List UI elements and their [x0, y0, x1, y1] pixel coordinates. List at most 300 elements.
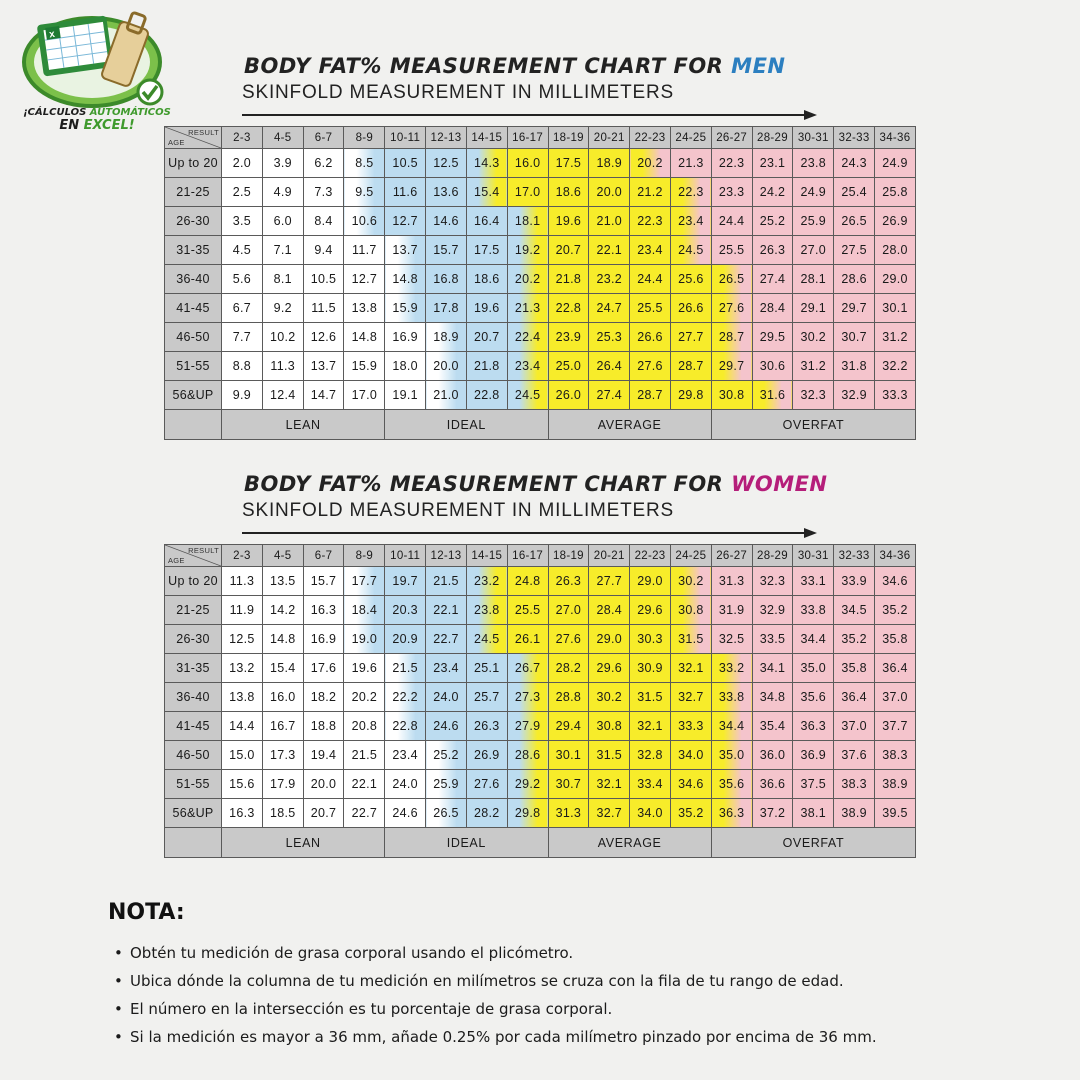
body-fat-cell: 22.1: [344, 770, 385, 799]
body-fat-cell: 21.0: [589, 207, 630, 236]
body-fat-cell: 9.5: [344, 178, 385, 207]
body-fat-cell: 19.0: [344, 625, 385, 654]
body-fat-cell: 35.4: [752, 712, 793, 741]
body-fat-cell: 25.9: [426, 770, 467, 799]
body-fat-cell: 24.2: [752, 178, 793, 207]
body-fat-cell: 15.4: [466, 178, 507, 207]
body-fat-cell: 20.8: [344, 712, 385, 741]
body-fat-cell: 23.4: [670, 207, 711, 236]
body-fat-cell: 27.6: [711, 294, 752, 323]
body-fat-cell: 33.8: [711, 683, 752, 712]
body-fat-cell: 35.2: [875, 596, 916, 625]
zone-label-average: AVERAGE: [548, 410, 711, 440]
body-fat-cell: 32.5: [711, 625, 752, 654]
column-header: 6-7: [303, 127, 344, 149]
body-fat-cell: 21.5: [344, 741, 385, 770]
body-fat-cell: 33.1: [793, 567, 834, 596]
body-fat-cell: 22.3: [630, 207, 671, 236]
body-fat-cell: 38.1: [793, 799, 834, 828]
body-fat-cell: 32.2: [875, 352, 916, 381]
body-fat-cell: 33.4: [630, 770, 671, 799]
logo-graphic-icon: [18, 6, 178, 110]
nota-item: • Ubica dónde la columna de tu medición en milímetros se cruza con la fila de tu rango de edad.: [114, 972, 844, 990]
body-fat-cell: 31.5: [630, 683, 671, 712]
column-header: 12-13: [426, 127, 467, 149]
body-fat-cell: 26.5: [711, 265, 752, 294]
body-fat-cell: 20.0: [589, 178, 630, 207]
body-fat-cell: 25.2: [426, 741, 467, 770]
nota-item: • El número en la intersección es tu porcentaje de grasa corporal.: [114, 1000, 613, 1018]
body-fat-cell: 16.9: [385, 323, 426, 352]
body-fat-cell: 23.8: [466, 596, 507, 625]
body-fat-cell: 30.2: [670, 567, 711, 596]
body-fat-cell: 31.6: [752, 381, 793, 410]
body-fat-cell: 23.2: [589, 265, 630, 294]
body-fat-cell: 27.3: [507, 683, 548, 712]
svg-text:x: x: [48, 28, 56, 41]
body-fat-cell: 29.8: [507, 799, 548, 828]
age-label: 31-35: [165, 654, 222, 683]
men-chart-title: BODY FAT% MEASUREMENT CHART FOR MEN: [244, 54, 786, 78]
body-fat-cell: 17.7: [344, 567, 385, 596]
body-fat-cell: 28.4: [752, 294, 793, 323]
age-label: 36-40: [165, 265, 222, 294]
body-fat-cell: 7.3: [303, 178, 344, 207]
table-row: [165, 683, 916, 712]
body-fat-cell: 29.5: [752, 323, 793, 352]
body-fat-cell: 17.0: [344, 381, 385, 410]
body-fat-cell: 22.4: [507, 323, 548, 352]
body-fat-cell: 28.8: [548, 683, 589, 712]
body-fat-cell: 30.1: [875, 294, 916, 323]
body-fat-cell: 16.8: [426, 265, 467, 294]
body-fat-cell: 32.1: [589, 770, 630, 799]
body-fat-cell: 11.7: [344, 236, 385, 265]
zone-legend-row: [165, 828, 916, 858]
body-fat-cell: 36.3: [793, 712, 834, 741]
body-fat-cell: 33.5: [752, 625, 793, 654]
right-arrow-icon: [242, 526, 818, 540]
body-fat-cell: 16.9: [303, 625, 344, 654]
body-fat-cell: 15.9: [344, 352, 385, 381]
body-fat-cell: 20.2: [630, 149, 671, 178]
body-fat-cell: 11.6: [385, 178, 426, 207]
body-fat-cell: 26.7: [507, 654, 548, 683]
body-fat-cell: 20.2: [344, 683, 385, 712]
body-fat-cell: 30.7: [548, 770, 589, 799]
women-body-fat-table: [164, 544, 916, 858]
body-fat-cell: 18.1: [507, 207, 548, 236]
age-label: Up to 20: [165, 567, 222, 596]
body-fat-cell: 35.8: [834, 654, 875, 683]
body-fat-cell: 12.7: [385, 207, 426, 236]
body-fat-cell: 29.6: [589, 654, 630, 683]
zone-label-lean: LEAN: [222, 410, 385, 440]
body-fat-cell: 17.5: [548, 149, 589, 178]
body-fat-cell: 26.1: [507, 625, 548, 654]
body-fat-cell: 16.4: [466, 207, 507, 236]
body-fat-cell: 19.1: [385, 381, 426, 410]
corner-header: RESULT AGE: [165, 545, 222, 567]
column-header: 34-36: [875, 545, 916, 567]
body-fat-cell: 16.7: [262, 712, 303, 741]
body-fat-cell: 17.3: [262, 741, 303, 770]
body-fat-cell: 26.3: [548, 567, 589, 596]
body-fat-cell: 24.4: [630, 265, 671, 294]
body-fat-cell: 26.3: [752, 236, 793, 265]
body-fat-cell: 24.7: [589, 294, 630, 323]
body-fat-cell: 23.3: [711, 178, 752, 207]
body-fat-cell: 21.3: [670, 149, 711, 178]
body-fat-cell: 23.4: [426, 654, 467, 683]
body-fat-cell: 29.8: [670, 381, 711, 410]
table-row: [165, 654, 916, 683]
body-fat-cell: 24.0: [426, 683, 467, 712]
body-fat-cell: 14.6: [426, 207, 467, 236]
body-fat-cell: 15.7: [303, 567, 344, 596]
body-fat-cell: 29.4: [548, 712, 589, 741]
body-fat-cell: 27.9: [507, 712, 548, 741]
body-fat-cell: 37.7: [875, 712, 916, 741]
body-fat-cell: 29.0: [630, 567, 671, 596]
body-fat-cell: 18.6: [548, 178, 589, 207]
body-fat-cell: 27.6: [466, 770, 507, 799]
body-fat-cell: 18.4: [344, 596, 385, 625]
body-fat-cell: 26.9: [875, 207, 916, 236]
column-header: 30-31: [793, 545, 834, 567]
body-fat-cell: 18.0: [385, 352, 426, 381]
body-fat-cell: 25.3: [589, 323, 630, 352]
table-row: [165, 799, 916, 828]
body-fat-cell: 34.6: [875, 567, 916, 596]
body-fat-cell: 6.2: [303, 149, 344, 178]
table-row: [165, 352, 916, 381]
body-fat-cell: 33.8: [793, 596, 834, 625]
body-fat-cell: 3.9: [262, 149, 303, 178]
body-fat-cell: 25.5: [711, 236, 752, 265]
body-fat-cell: 30.1: [548, 741, 589, 770]
body-fat-cell: 24.5: [507, 381, 548, 410]
body-fat-cell: 26.4: [589, 352, 630, 381]
column-header: 2-3: [222, 545, 263, 567]
column-header: 10-11: [385, 545, 426, 567]
body-fat-cell: 15.9: [385, 294, 426, 323]
body-fat-cell: 28.6: [507, 741, 548, 770]
body-fat-cell: 11.3: [222, 567, 263, 596]
column-header: 34-36: [875, 127, 916, 149]
body-fat-cell: 6.7: [222, 294, 263, 323]
body-fat-cell: 34.5: [834, 596, 875, 625]
body-fat-cell: 22.1: [426, 596, 467, 625]
body-fat-cell: 22.8: [548, 294, 589, 323]
body-fat-cell: 34.0: [670, 741, 711, 770]
column-header: 14-15: [466, 545, 507, 567]
body-fat-cell: 25.0: [548, 352, 589, 381]
column-header: 4-5: [262, 545, 303, 567]
body-fat-cell: 5.6: [222, 265, 263, 294]
body-fat-cell: 31.9: [711, 596, 752, 625]
body-fat-cell: 7.7: [222, 323, 263, 352]
body-fat-cell: 16.0: [262, 683, 303, 712]
body-fat-cell: 32.9: [834, 381, 875, 410]
body-fat-cell: 11.5: [303, 294, 344, 323]
age-label: 36-40: [165, 683, 222, 712]
body-fat-cell: 37.0: [834, 712, 875, 741]
body-fat-cell: 25.1: [466, 654, 507, 683]
body-fat-cell: 22.1: [589, 236, 630, 265]
body-fat-cell: 22.3: [711, 149, 752, 178]
body-fat-cell: 30.2: [589, 683, 630, 712]
age-label: Up to 20: [165, 149, 222, 178]
body-fat-cell: 30.7: [834, 323, 875, 352]
body-fat-cell: 22.7: [344, 799, 385, 828]
body-fat-cell: 26.5: [426, 799, 467, 828]
body-fat-cell: 13.5: [262, 567, 303, 596]
body-fat-cell: 21.8: [548, 265, 589, 294]
body-fat-cell: 21.5: [426, 567, 467, 596]
body-fat-cell: 14.7: [303, 381, 344, 410]
corner-header: RESULT AGE: [165, 127, 222, 149]
body-fat-cell: 19.6: [548, 207, 589, 236]
body-fat-cell: 30.8: [670, 596, 711, 625]
body-fat-cell: 20.9: [385, 625, 426, 654]
body-fat-cell: 27.5: [834, 236, 875, 265]
age-label: 51-55: [165, 770, 222, 799]
body-fat-cell: 37.2: [752, 799, 793, 828]
table-row: [165, 323, 916, 352]
body-fat-cell: 33.9: [834, 567, 875, 596]
body-fat-cell: 25.7: [466, 683, 507, 712]
body-fat-cell: 14.8: [385, 265, 426, 294]
body-fat-cell: 39.5: [875, 799, 916, 828]
body-fat-cell: 25.8: [875, 178, 916, 207]
body-fat-cell: 24.9: [875, 149, 916, 178]
body-fat-cell: 15.7: [426, 236, 467, 265]
column-header: 26-27: [711, 127, 752, 149]
body-fat-cell: 3.5: [222, 207, 263, 236]
body-fat-cell: 19.6: [466, 294, 507, 323]
body-fat-cell: 20.7: [466, 323, 507, 352]
body-fat-cell: 12.5: [426, 149, 467, 178]
body-fat-cell: 27.0: [548, 596, 589, 625]
body-fat-cell: 31.2: [793, 352, 834, 381]
body-fat-cell: 26.5: [834, 207, 875, 236]
body-fat-cell: 17.0: [507, 178, 548, 207]
body-fat-cell: 33.2: [711, 654, 752, 683]
body-fat-cell: 24.6: [426, 712, 467, 741]
body-fat-cell: 11.3: [262, 352, 303, 381]
age-label: 21-25: [165, 596, 222, 625]
body-fat-cell: 28.2: [466, 799, 507, 828]
body-fat-cell: 30.9: [630, 654, 671, 683]
body-fat-cell: 17.6: [303, 654, 344, 683]
column-header: 8-9: [344, 127, 385, 149]
body-fat-cell: 19.6: [344, 654, 385, 683]
body-fat-cell: 14.8: [344, 323, 385, 352]
body-fat-cell: 21.2: [630, 178, 671, 207]
body-fat-cell: 27.6: [548, 625, 589, 654]
body-fat-cell: 32.3: [793, 381, 834, 410]
body-fat-cell: 13.2: [222, 654, 263, 683]
body-fat-cell: 11.9: [222, 596, 263, 625]
body-fat-cell: 27.0: [793, 236, 834, 265]
body-fat-cell: 14.3: [466, 149, 507, 178]
body-fat-cell: 35.0: [793, 654, 834, 683]
body-fat-cell: 18.8: [303, 712, 344, 741]
body-fat-cell: 29.2: [507, 770, 548, 799]
body-fat-cell: 32.1: [630, 712, 671, 741]
column-header: 26-27: [711, 545, 752, 567]
body-fat-cell: 8.4: [303, 207, 344, 236]
body-fat-cell: 20.7: [303, 799, 344, 828]
zone-label-ideal: IDEAL: [385, 410, 548, 440]
body-fat-cell: 8.5: [344, 149, 385, 178]
body-fat-cell: 38.3: [834, 770, 875, 799]
column-header: 18-19: [548, 127, 589, 149]
body-fat-cell: 27.7: [589, 567, 630, 596]
women-chart-subtitle: SKINFOLD MEASUREMENT IN MILLIMETERS: [242, 500, 674, 521]
body-fat-cell: 19.4: [303, 741, 344, 770]
zone-legend-row: [165, 410, 916, 440]
body-fat-cell: 28.7: [711, 323, 752, 352]
body-fat-cell: 4.5: [222, 236, 263, 265]
men-chart-section: [164, 54, 916, 464]
nota-section: [108, 900, 1008, 1051]
zone-label-average: AVERAGE: [548, 828, 711, 858]
body-fat-cell: 13.7: [303, 352, 344, 381]
body-fat-cell: 21.3: [507, 294, 548, 323]
body-fat-cell: 12.7: [344, 265, 385, 294]
column-header: 20-21: [589, 545, 630, 567]
body-fat-cell: 29.0: [589, 625, 630, 654]
body-fat-cell: 34.8: [752, 683, 793, 712]
women-chart-section: [164, 472, 916, 882]
body-fat-cell: 10.5: [385, 149, 426, 178]
age-label: 56&UP: [165, 381, 222, 410]
body-fat-cell: 21.0: [426, 381, 467, 410]
age-label: 41-45: [165, 712, 222, 741]
zone-label-lean: LEAN: [222, 828, 385, 858]
body-fat-cell: 19.7: [385, 567, 426, 596]
body-fat-cell: 13.8: [344, 294, 385, 323]
table-row: [165, 178, 916, 207]
column-header: 8-9: [344, 545, 385, 567]
body-fat-cell: 24.4: [711, 207, 752, 236]
table-row: [165, 236, 916, 265]
body-fat-cell: 27.7: [670, 323, 711, 352]
zone-label-overfat: OVERFAT: [711, 410, 915, 440]
body-fat-cell: 29.7: [711, 352, 752, 381]
body-fat-cell: 35.6: [711, 770, 752, 799]
nota-heading: NOTA:: [108, 900, 185, 925]
body-fat-cell: 22.2: [385, 683, 426, 712]
column-header: 32-33: [834, 127, 875, 149]
body-fat-cell: 13.6: [426, 178, 467, 207]
body-fat-cell: 15.6: [222, 770, 263, 799]
column-header: 4-5: [262, 127, 303, 149]
column-header: 28-29: [752, 127, 793, 149]
body-fat-cell: 19.2: [507, 236, 548, 265]
table-row: [165, 567, 916, 596]
body-fat-cell: 18.6: [466, 265, 507, 294]
body-fat-cell: 20.2: [507, 265, 548, 294]
body-fat-cell: 36.9: [793, 741, 834, 770]
age-label: 26-30: [165, 625, 222, 654]
body-fat-cell: 30.8: [711, 381, 752, 410]
body-fat-cell: 26.0: [548, 381, 589, 410]
body-fat-cell: 23.9: [548, 323, 589, 352]
logo-caption: ¡CÁLCULOS AUTOMÁTICOS EN EXCEL!: [23, 107, 171, 133]
body-fat-cell: 20.0: [426, 352, 467, 381]
body-fat-cell: 24.9: [793, 178, 834, 207]
table-row: [165, 265, 916, 294]
body-fat-cell: 28.7: [670, 352, 711, 381]
body-fat-cell: 37.6: [834, 741, 875, 770]
body-fat-cell: 14.8: [262, 625, 303, 654]
body-fat-cell: 36.6: [752, 770, 793, 799]
body-fat-cell: 38.3: [875, 741, 916, 770]
body-fat-cell: 35.2: [834, 625, 875, 654]
men-chart-subtitle: SKINFOLD MEASUREMENT IN MILLIMETERS: [242, 82, 674, 103]
table-row: [165, 741, 916, 770]
body-fat-cell: 32.9: [752, 596, 793, 625]
body-fat-cell: 22.8: [466, 381, 507, 410]
body-fat-cell: 32.8: [630, 741, 671, 770]
body-fat-cell: 16.0: [507, 149, 548, 178]
table-row: [165, 381, 916, 410]
column-header: 18-19: [548, 545, 589, 567]
column-header: 24-25: [670, 127, 711, 149]
body-fat-cell: 30.2: [793, 323, 834, 352]
column-header: 22-23: [630, 127, 671, 149]
body-fat-cell: 21.8: [466, 352, 507, 381]
body-fat-cell: 8.8: [222, 352, 263, 381]
body-fat-cell: 22.3: [670, 178, 711, 207]
body-fat-cell: 32.3: [752, 567, 793, 596]
body-fat-cell: 28.1: [793, 265, 834, 294]
body-fat-cell: 34.6: [670, 770, 711, 799]
body-fat-cell: 31.8: [834, 352, 875, 381]
body-fat-cell: 36.0: [752, 741, 793, 770]
body-fat-cell: 6.0: [262, 207, 303, 236]
body-fat-cell: 28.7: [630, 381, 671, 410]
body-fat-cell: 27.6: [630, 352, 671, 381]
body-fat-cell: 33.3: [875, 381, 916, 410]
body-fat-cell: 30.8: [589, 712, 630, 741]
body-fat-cell: 33.3: [670, 712, 711, 741]
body-fat-cell: 35.2: [670, 799, 711, 828]
body-fat-cell: 25.2: [752, 207, 793, 236]
age-label: 26-30: [165, 207, 222, 236]
age-label: 51-55: [165, 352, 222, 381]
body-fat-cell: 31.2: [875, 323, 916, 352]
body-fat-cell: 34.4: [711, 712, 752, 741]
body-fat-cell: 28.2: [548, 654, 589, 683]
body-fat-cell: 31.5: [589, 741, 630, 770]
body-fat-cell: 7.1: [262, 236, 303, 265]
column-header: 32-33: [834, 545, 875, 567]
body-fat-cell: 22.8: [385, 712, 426, 741]
body-fat-cell: 27.4: [752, 265, 793, 294]
body-fat-cell: 20.0: [303, 770, 344, 799]
body-fat-cell: 34.4: [793, 625, 834, 654]
age-label: 21-25: [165, 178, 222, 207]
body-fat-cell: 26.6: [670, 294, 711, 323]
body-fat-cell: 36.4: [875, 654, 916, 683]
age-label: 31-35: [165, 236, 222, 265]
table-row: [165, 294, 916, 323]
body-fat-cell: 4.9: [262, 178, 303, 207]
